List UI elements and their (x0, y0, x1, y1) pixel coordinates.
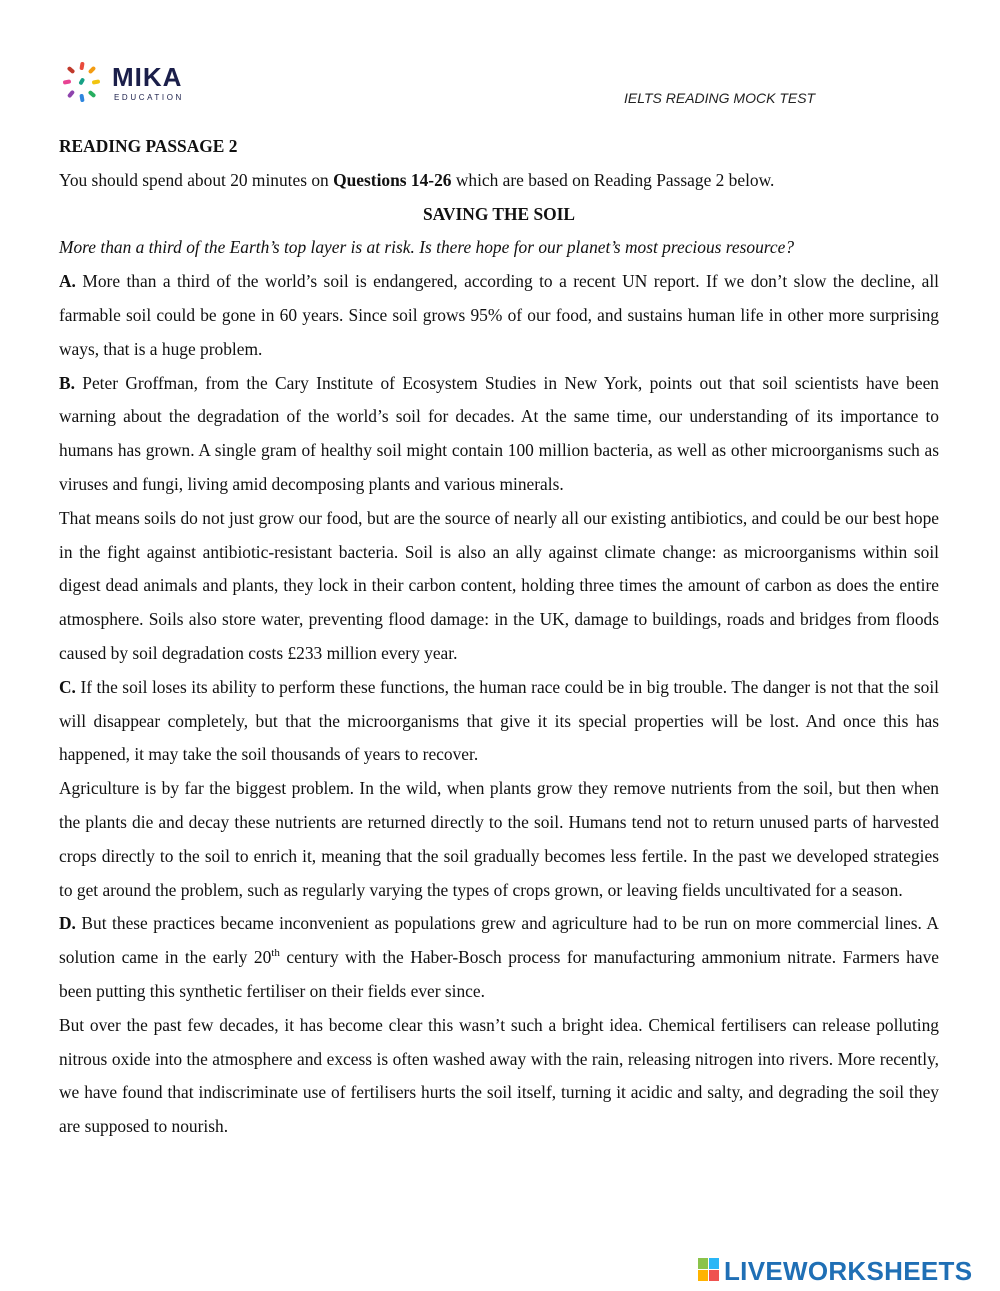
liveworksheets-watermark (698, 1256, 998, 1286)
paragraph-letter: A. (59, 271, 76, 292)
paragraph-text: More than a third of the world’s soil is endangered, according to a recent UN report. If we don’t slow the decline, all farmable soil could be gone in 60 years. Since soil grows 95% of our food, and sustains human life in other more surprising ways, that is a huge problem. (59, 271, 939, 359)
paragraph-c (59, 671, 939, 772)
instruction-questions: Questions 14-26 (333, 169, 452, 190)
paragraph-text: Peter Groffman, from the Cary Institute of Ecosystem Studies in New York, points out that soil scientists have been warning about the degradation of the world’s soil for decades. At the same time, our understanding of its importance to humans has grown. A single gram of healthy soil might contain 100 million bacteria, as well as other microorganisms such as viruses and fungi, living amid decomposing plants and various minerals. (59, 372, 939, 494)
paragraph-text-pre: But these practices became inconvenient as populations grew and agriculture had to be run on more commercial lines. A solution came in the early 20 (59, 913, 939, 968)
passage-title: SAVING THE SOIL (422, 203, 576, 224)
paragraph-c-continued (59, 772, 939, 907)
paragraph-text: Agriculture is by far the biggest problem. In the wild, when plants grow they remove nutrients from the soil, but then when the plants die and decay these nutrients are returned directly to the soil. Humans tend not to return unused parts of harvested crops directly to the soil to enrich it, meaning that the soil gradually becomes less fertile. In the past we developed strategies to get around the problem, such as regularly varying the types of crops grown, or leaving fields uncultivated for a season. (59, 778, 939, 900)
passage-subtitle: More than a third of the Earth’s top layer is at risk. Is there hope for our planet’s most precious resource? (59, 237, 795, 258)
paragraph-b (59, 367, 939, 502)
paragraph-a (59, 265, 939, 366)
liveworksheets-logo-icon (698, 1258, 720, 1282)
paragraph-d (59, 907, 939, 1008)
header-test-label: IELTS READING MOCK TEST (624, 90, 816, 106)
passage-instruction (59, 164, 939, 198)
logo-name: MIKA (112, 62, 183, 92)
paragraph-d-continued: But over the past few decades, it has become clear this wasn’t such a bright idea. Chemical fertilisers can release polluting nitrous oxide into the atmosphere and excess is often washed away with the rain, releasing nitrogen into rivers. More recently, we have found that indiscriminate use of fertilisers hurts the soil itself, turning it acidic and salty, and degrading the soil they are supposed to nourish. (59, 1014, 939, 1137)
paragraph-b-continued (59, 502, 939, 671)
mika-logo (60, 60, 200, 108)
paragraph-letter: C. (59, 676, 76, 697)
paragraph-letter: D. (59, 913, 76, 934)
instruction-post: which are based on Reading Passage 2 below. (451, 169, 775, 190)
passage-content (59, 130, 939, 1144)
paragraph-text: That means soils do not just grow our food, but are the source of nearly all our existing antibiotics, and could be our best hope in the fight against antibiotic-resistant bacteria. Soil is also an ally against climate change: as microorganisms within soil digest dead animals and plants, they lock in their carbon content, holding three times the amount of carbon as does the entire atmosphere. Soils also store water, preventing flood damage: in the UK, damage to buildings, roads and bridges from floods caused by soil degradation costs £233 million every year. (59, 507, 939, 663)
ordinal-superscript: th (271, 947, 280, 960)
instruction-pre: You should spend about 20 minutes on (59, 169, 334, 190)
watermark-text: LIVEWORKSHEETS (724, 1256, 973, 1286)
paragraph-letter: B. (59, 372, 75, 393)
paragraph-text: If the soil loses its ability to perform these functions, the human race could be in big trouble. The danger is not that the soil will disappear completely, but that the microorganisms that give it its special properties will be lost. And once this has happened, it may take the soil thousands of years to recover. (59, 676, 939, 765)
logo-subtitle: EDUCATION (114, 93, 184, 102)
paragraph-text-post: century with the Haber-Bosch process for manufacturing ammonium nitrate. Farmers have been putting this synthetic fertiliser on their fields ever since. (59, 947, 939, 1001)
mika-logo-mark-icon (60, 60, 106, 106)
passage-heading: READING PASSAGE 2 (59, 136, 238, 156)
